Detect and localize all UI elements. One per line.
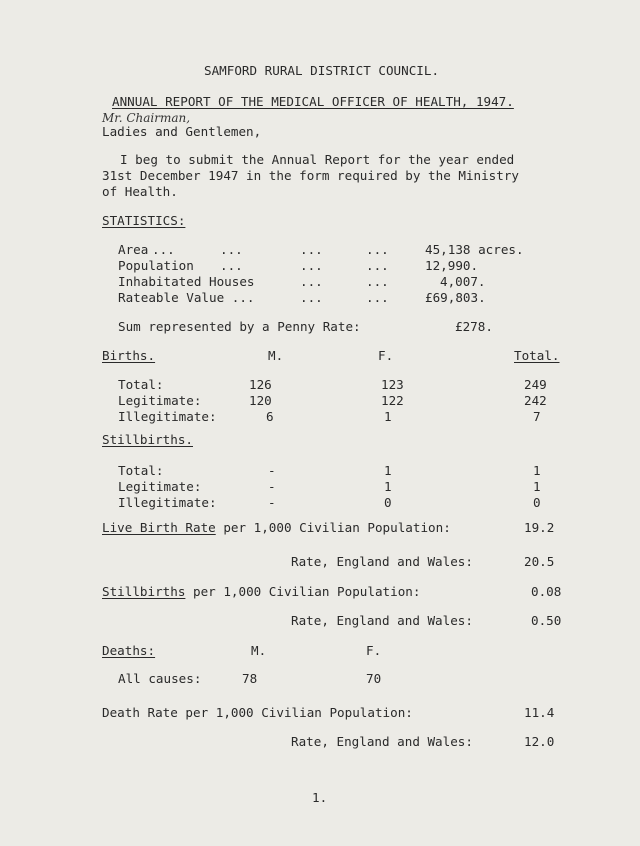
deaths-all-causes-f: 70 <box>366 671 382 686</box>
death-ew-label: Rate, England and Wales: <box>291 734 473 749</box>
stat-area-value: 45,138 acres. <box>425 242 524 257</box>
stillbirth-ew-value: 0.50 <box>531 613 562 628</box>
penny-rate-label: Sum represented by a Penny Rate: <box>118 319 361 334</box>
births-illegit-total: 7 <box>533 409 541 424</box>
stat-area-dots-1: ... <box>152 242 175 257</box>
stat-population-value: 12,990. <box>425 258 479 273</box>
still-legit-m: - <box>268 479 276 494</box>
stat-rateable-value: £69,803. <box>425 290 486 305</box>
stillbirths-heading: Stillbirths. <box>102 432 193 447</box>
salutation: Ladies and Gentlemen, <box>102 124 262 139</box>
live-birth-rate-value: 19.2 <box>524 520 555 535</box>
still-legit-total: 1 <box>533 479 541 494</box>
stat-area-dots-2: ... <box>220 242 243 257</box>
stillbirth-rate-label: Stillbirths <box>102 584 186 599</box>
deaths-all-causes-m: 78 <box>242 671 258 686</box>
death-ew-value: 12.0 <box>524 734 555 749</box>
stat-population-label: Population <box>118 258 194 273</box>
births-illegit-label: Illegitimate: <box>118 409 217 424</box>
births-total-m: 126 <box>249 377 272 392</box>
stat-population-dots-1: ... <box>220 258 243 273</box>
stat-houses-dots-2: ... <box>366 274 389 289</box>
births-legit-f: 122 <box>381 393 404 408</box>
stat-houses-label: Inhabitated Houses <box>118 274 255 289</box>
live-birth-rate-line <box>102 520 451 535</box>
live-birth-rate-label: Live Birth Rate <box>102 520 216 535</box>
births-legit-m: 120 <box>249 393 272 408</box>
handwritten-annotation: Mr. Chairman, <box>102 111 191 125</box>
stat-rateable-dots-1: ... <box>300 290 323 305</box>
stat-rateable-dots-2: ... <box>366 290 389 305</box>
intro-line-3: of Health. <box>102 184 178 199</box>
births-total-total: 249 <box>524 377 547 392</box>
stillbirth-rate-per: per 1,000 Civilian Population: <box>185 584 421 599</box>
births-total-label: Total: <box>118 377 164 392</box>
stat-area-dots-3: ... <box>300 242 323 257</box>
still-illegit-label: Illegitimate: <box>118 495 217 510</box>
births-col-f: F. <box>378 348 394 363</box>
stat-houses-dots-1: ... <box>300 274 323 289</box>
stat-population-dots-3: ... <box>366 258 389 273</box>
still-illegit-total: 0 <box>533 495 541 510</box>
stat-rateable-label: Rateable Value ... <box>118 290 255 305</box>
still-legit-f: 1 <box>384 479 392 494</box>
still-total-m: - <box>268 463 276 478</box>
stillbirth-ew-label: Rate, England and Wales: <box>291 613 473 628</box>
penny-rate-value: £278. <box>455 319 493 334</box>
death-rate-label: Death Rate per 1,000 Civilian Population: <box>102 705 413 720</box>
intro-line-2: 31st December 1947 in the form required by the Ministry <box>102 168 520 183</box>
council-title: SAMFORD RURAL DISTRICT COUNCIL. <box>204 63 440 78</box>
births-col-m: M. <box>268 348 284 363</box>
births-legit-label: Legitimate: <box>118 393 202 408</box>
report-title: ANNUAL REPORT OF THE MEDICAL OFFICER OF HEALTH, 1947. <box>112 94 514 109</box>
still-legit-label: Legitimate: <box>118 479 202 494</box>
deaths-col-f: F. <box>366 643 382 658</box>
intro-line-1: I beg to submit the Annual Report for the year ended <box>120 152 515 167</box>
still-illegit-f: 0 <box>384 495 392 510</box>
stat-population-dots-2: ... <box>300 258 323 273</box>
still-total-total: 1 <box>533 463 541 478</box>
still-total-f: 1 <box>384 463 392 478</box>
death-rate-value: 11.4 <box>524 705 555 720</box>
births-total-f: 123 <box>381 377 404 392</box>
live-birth-rate-per: per 1,000 Civilian Population: <box>215 520 451 535</box>
deaths-heading: Deaths: <box>102 643 156 658</box>
deaths-all-causes-label: All causes: <box>118 671 202 686</box>
stat-area-dots-4: ... <box>366 242 389 257</box>
stat-area-label: Area <box>118 242 149 257</box>
births-illegit-m: 6 <box>266 409 274 424</box>
births-col-total: Total. <box>514 348 560 363</box>
deaths-col-m: M. <box>251 643 267 658</box>
still-total-label: Total: <box>118 463 164 478</box>
births-illegit-f: 1 <box>384 409 392 424</box>
stillbirth-rate-line <box>102 584 420 599</box>
births-heading: Births. <box>102 348 156 363</box>
stat-houses-value: 4,007. <box>440 274 486 289</box>
statistics-heading: STATISTICS: <box>102 213 186 228</box>
stillbirth-rate-value: 0.08 <box>531 584 562 599</box>
live-birth-ew-value: 20.5 <box>524 554 555 569</box>
live-birth-ew-label: Rate, England and Wales: <box>291 554 473 569</box>
page-number: 1. <box>312 790 328 805</box>
still-illegit-m: - <box>268 495 276 510</box>
births-legit-total: 242 <box>524 393 547 408</box>
